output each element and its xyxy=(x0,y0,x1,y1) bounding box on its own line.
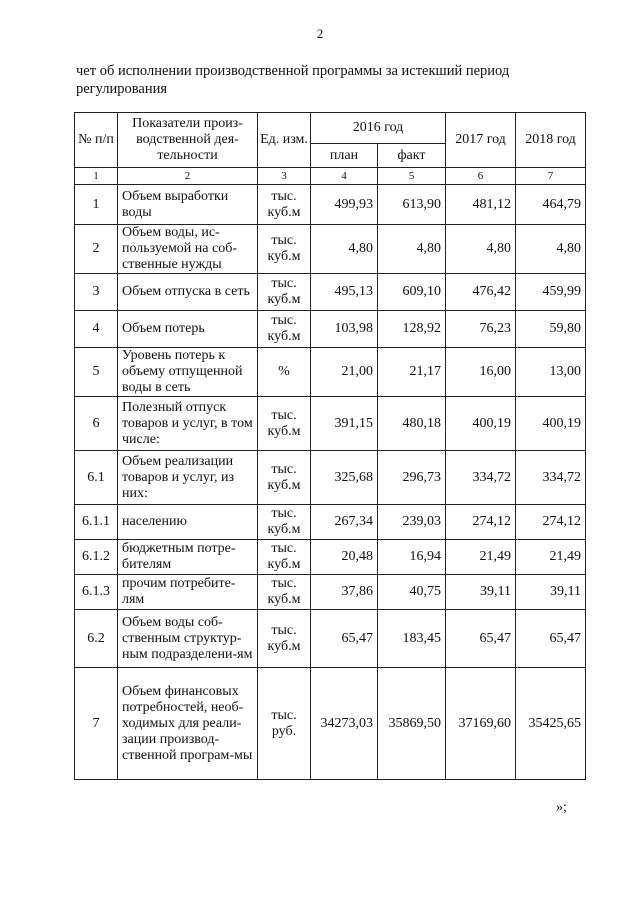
plan-value-cell: 65,47 xyxy=(311,610,378,668)
fact-value-cell: 183,45 xyxy=(378,610,446,668)
column-number-row xyxy=(75,168,586,185)
unit-cell: тыс. куб.м xyxy=(258,505,311,540)
year-2018-value-cell: 39,11 xyxy=(516,575,586,610)
unit-cell: тыс. куб.м xyxy=(258,610,311,668)
year-2018-value-cell: 13,00 xyxy=(516,348,586,397)
row-number-cell: 4 xyxy=(75,311,118,348)
header-year-2016: 2016 год xyxy=(311,113,446,144)
year-2018-value-cell: 65,47 xyxy=(516,610,586,668)
intro-paragraph: чет об исполнении производственной программы за истекший период регулирования xyxy=(76,63,510,97)
header-plan: план xyxy=(311,144,378,168)
row-number-cell: 6.2 xyxy=(75,610,118,668)
indicator-cell: населению xyxy=(118,505,258,540)
year-2017-value-cell: 21,49 xyxy=(446,540,516,575)
year-2017-value-cell: 400,19 xyxy=(446,397,516,451)
unit-cell: тыс. куб.м xyxy=(258,451,311,505)
row-number-cell: 2 xyxy=(75,225,118,274)
unit-cell: тыс. куб.м xyxy=(258,397,311,451)
year-2018-value-cell: 59,80 xyxy=(516,311,586,348)
table-row xyxy=(75,348,586,397)
plan-value-cell: 325,68 xyxy=(311,451,378,505)
unit-cell: тыс. куб.м xyxy=(258,311,311,348)
indicator-cell: бюджетным потре-бителям xyxy=(118,540,258,575)
row-number-cell: 6 xyxy=(75,397,118,451)
year-2018-value-cell: 400,19 xyxy=(516,397,586,451)
column-number: 4 xyxy=(311,168,378,185)
year-2018-value-cell: 464,79 xyxy=(516,185,586,225)
table-row xyxy=(75,540,586,575)
fact-value-cell: 613,90 xyxy=(378,185,446,225)
unit-cell: тыс. руб. xyxy=(258,668,311,780)
header-indicator: Показатели произ-водственной дея-тельности xyxy=(118,113,258,168)
fact-value-cell: 40,75 xyxy=(378,575,446,610)
indicator-cell: Объем воды, ис-пользуемой на соб-ственные нужды xyxy=(118,225,258,274)
unit-cell: тыс. куб.м xyxy=(258,274,311,311)
unit-cell: % xyxy=(258,348,311,397)
plan-value-cell: 391,15 xyxy=(311,397,378,451)
unit-cell: тыс. куб.м xyxy=(258,575,311,610)
indicator-cell: Объем финансовых потребностей, необ-ходимых для реали-зации производ-ственной програм-мы xyxy=(118,668,258,780)
indicator-cell: Объем потерь xyxy=(118,311,258,348)
header-fact: факт xyxy=(378,144,446,168)
fact-value-cell: 609,10 xyxy=(378,274,446,311)
indicator-cell: Объем отпуска в сеть xyxy=(118,274,258,311)
header-year-2017: 2017 год xyxy=(446,113,516,168)
table-row xyxy=(75,397,586,451)
production-program-table xyxy=(74,112,586,780)
closing-quote: »; xyxy=(556,800,567,815)
column-number: 1 xyxy=(75,168,118,185)
row-number-cell: 7 xyxy=(75,668,118,780)
year-2017-value-cell: 274,12 xyxy=(446,505,516,540)
year-2017-value-cell: 65,47 xyxy=(446,610,516,668)
year-2017-value-cell: 16,00 xyxy=(446,348,516,397)
table-row xyxy=(75,610,586,668)
plan-value-cell: 495,13 xyxy=(311,274,378,311)
page-number: 2 xyxy=(316,26,324,41)
fact-value-cell: 16,94 xyxy=(378,540,446,575)
row-number-cell: 6.1.1 xyxy=(75,505,118,540)
plan-value-cell: 21,00 xyxy=(311,348,378,397)
fact-value-cell: 128,92 xyxy=(378,311,446,348)
year-2017-value-cell: 481,12 xyxy=(446,185,516,225)
row-number-cell: 6.1 xyxy=(75,451,118,505)
column-number: 5 xyxy=(378,168,446,185)
plan-value-cell: 34273,03 xyxy=(311,668,378,780)
row-number-cell: 3 xyxy=(75,274,118,311)
fact-value-cell: 35869,50 xyxy=(378,668,446,780)
fact-value-cell: 296,73 xyxy=(378,451,446,505)
year-2018-value-cell: 21,49 xyxy=(516,540,586,575)
plan-value-cell: 20,48 xyxy=(311,540,378,575)
header-year-2018: 2018 год xyxy=(516,113,586,168)
plan-value-cell: 267,34 xyxy=(311,505,378,540)
indicator-cell: Уровень потерь к объему отпущенной воды в сеть xyxy=(118,348,258,397)
year-2018-value-cell: 35425,65 xyxy=(516,668,586,780)
table-row xyxy=(75,451,586,505)
table-row xyxy=(75,185,586,225)
row-number-cell: 1 xyxy=(75,185,118,225)
indicator-cell: Объем воды соб-ственным структур-ным подразделени-ям xyxy=(118,610,258,668)
year-2017-value-cell: 39,11 xyxy=(446,575,516,610)
row-number-cell: 6.1.3 xyxy=(75,575,118,610)
plan-value-cell: 4,80 xyxy=(311,225,378,274)
year-2017-value-cell: 37169,60 xyxy=(446,668,516,780)
column-number: 7 xyxy=(516,168,586,185)
year-2018-value-cell: 459,99 xyxy=(516,274,586,311)
year-2017-value-cell: 334,72 xyxy=(446,451,516,505)
header-no: № п/п xyxy=(75,113,118,168)
column-number: 3 xyxy=(258,168,311,185)
fact-value-cell: 21,17 xyxy=(378,348,446,397)
indicator-cell: прочим потребите-лям xyxy=(118,575,258,610)
row-number-cell: 6.1.2 xyxy=(75,540,118,575)
header-unit: Ед. изм. xyxy=(258,113,311,168)
indicator-cell: Объем выработки воды xyxy=(118,185,258,225)
fact-value-cell: 239,03 xyxy=(378,505,446,540)
table-row xyxy=(75,505,586,540)
column-number: 2 xyxy=(118,168,258,185)
unit-cell: тыс. куб.м xyxy=(258,540,311,575)
plan-value-cell: 37,86 xyxy=(311,575,378,610)
year-2018-value-cell: 4,80 xyxy=(516,225,586,274)
table-row xyxy=(75,668,586,780)
table-row xyxy=(75,225,586,274)
table-row xyxy=(75,274,586,311)
plan-value-cell: 103,98 xyxy=(311,311,378,348)
year-2018-value-cell: 274,12 xyxy=(516,505,586,540)
indicator-cell: Полезный отпуск товаров и услуг, в том числе: xyxy=(118,397,258,451)
year-2017-value-cell: 76,23 xyxy=(446,311,516,348)
unit-cell: тыс. куб.м xyxy=(258,225,311,274)
year-2017-value-cell: 476,42 xyxy=(446,274,516,311)
column-number: 6 xyxy=(446,168,516,185)
year-2018-value-cell: 334,72 xyxy=(516,451,586,505)
indicator-cell: Объем реализации товаров и услуг, из них: xyxy=(118,451,258,505)
row-number-cell: 5 xyxy=(75,348,118,397)
unit-cell: тыс. куб.м xyxy=(258,185,311,225)
table-row xyxy=(75,311,586,348)
table-row xyxy=(75,575,586,610)
plan-value-cell: 499,93 xyxy=(311,185,378,225)
fact-value-cell: 4,80 xyxy=(378,225,446,274)
fact-value-cell: 480,18 xyxy=(378,397,446,451)
year-2017-value-cell: 4,80 xyxy=(446,225,516,274)
